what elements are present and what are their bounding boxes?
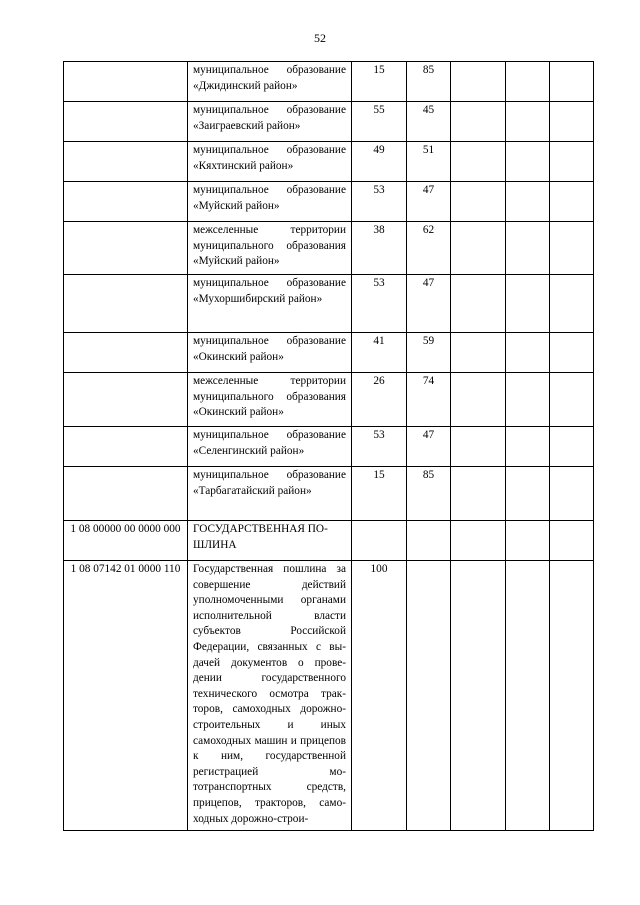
budget-code-cell [64,142,188,182]
share-value-cell: 100 [352,561,407,831]
revenue-name-cell: межселенные территории муниципального образования «Муйский район» [188,222,352,275]
table-row [64,561,594,831]
share-value-cell [407,561,451,831]
empty-cell [451,467,506,521]
share-value-cell: 15 [352,467,407,521]
budget-code-cell [64,427,188,467]
table-row [64,427,594,467]
budget-code-cell: 1 08 07142 01 0000 110 [64,561,188,831]
table-row [64,62,594,102]
empty-cell [506,102,550,142]
table-row [64,521,594,561]
share-value-cell: 47 [407,182,451,222]
share-value-cell: 41 [352,333,407,373]
empty-cell [550,373,594,427]
empty-cell [506,467,550,521]
empty-cell [451,333,506,373]
table-row [64,373,594,427]
revenue-name-cell: муниципальное образование «Окинский район» [188,333,352,373]
empty-cell [451,222,506,275]
share-value-cell [352,521,407,561]
revenue-name-cell: муниципальное образование «Муйский район» [188,182,352,222]
empty-cell [506,182,550,222]
revenue-name-cell: муниципальное образование «Мухоршибирский район» [188,275,352,333]
empty-cell [451,62,506,102]
empty-cell [550,521,594,561]
share-value-cell: 51 [407,142,451,182]
empty-cell [506,222,550,275]
budget-code-cell [64,373,188,427]
budget-code-cell [64,467,188,521]
revenue-name-cell: Государственная пошлина за совершение действий уполномоченными органами исполнительной власти субъектов Российской Федерации, связанных с выдачей документов о проведении государственного технического осмотра тракторов, самоходных дорожно-строительных и иных самоходных машин и прицепов к ним, государственной регистрацией мототранспортных средств, прицепов, тракторов, самоходных дорожно-строи- [188,561,352,831]
empty-cell [451,182,506,222]
share-value-cell: 38 [352,222,407,275]
revenue-name-cell: муниципальное образование «Тарбагатайский район» [188,467,352,521]
empty-cell [506,561,550,831]
budget-code-cell [64,102,188,142]
table-row [64,102,594,142]
empty-cell [451,102,506,142]
table-row [64,222,594,275]
empty-cell [506,333,550,373]
revenue-name-cell: муниципальное образование «Заиграевский район» [188,102,352,142]
empty-cell [506,275,550,333]
share-value-cell: 26 [352,373,407,427]
share-value-cell: 53 [352,182,407,222]
empty-cell [550,102,594,142]
empty-cell [550,222,594,275]
revenue-distribution-table [63,61,594,831]
empty-cell [506,521,550,561]
empty-cell [550,467,594,521]
revenue-name-cell: муниципальное образование «Селенгинский район» [188,427,352,467]
empty-cell [451,373,506,427]
share-value-cell: 74 [407,373,451,427]
budget-code-cell: 1 08 00000 00 0000 000 [64,521,188,561]
share-value-cell: 53 [352,427,407,467]
table-row [64,275,594,333]
empty-cell [550,333,594,373]
budget-code-cell [64,222,188,275]
budget-code-cell [64,275,188,333]
share-value-cell: 15 [352,62,407,102]
table-row [64,333,594,373]
empty-cell [550,427,594,467]
empty-cell [550,275,594,333]
share-value-cell: 47 [407,427,451,467]
empty-cell [451,142,506,182]
budget-code-cell [64,182,188,222]
share-value-cell: 45 [407,102,451,142]
share-value-cell: 62 [407,222,451,275]
empty-cell [451,427,506,467]
share-value-cell: 47 [407,275,451,333]
empty-cell [506,427,550,467]
empty-cell [451,521,506,561]
empty-cell [506,62,550,102]
revenue-name-cell: ГОСУДАРСТВЕННАЯ ПОШЛИНА [188,521,352,561]
budget-code-cell [64,333,188,373]
share-value-cell: 85 [407,62,451,102]
empty-cell [550,62,594,102]
share-value-cell: 85 [407,467,451,521]
revenue-name-cell: межселенные территории муниципального образования «Окинский район» [188,373,352,427]
share-value-cell: 53 [352,275,407,333]
table-row [64,142,594,182]
revenue-name-cell: муниципальное образование «Кяхтинский район» [188,142,352,182]
empty-cell [506,373,550,427]
empty-cell [550,561,594,831]
share-value-cell: 49 [352,142,407,182]
empty-cell [550,182,594,222]
empty-cell [451,275,506,333]
empty-cell [451,561,506,831]
empty-cell [550,142,594,182]
page-number: 52 [314,31,326,45]
share-value-cell: 59 [407,333,451,373]
share-value-cell: 55 [352,102,407,142]
empty-cell [506,142,550,182]
table-row [64,182,594,222]
budget-code-cell [64,62,188,102]
share-value-cell [407,521,451,561]
revenue-name-cell: муниципальное образование «Джидинский район» [188,62,352,102]
table-row [64,467,594,521]
